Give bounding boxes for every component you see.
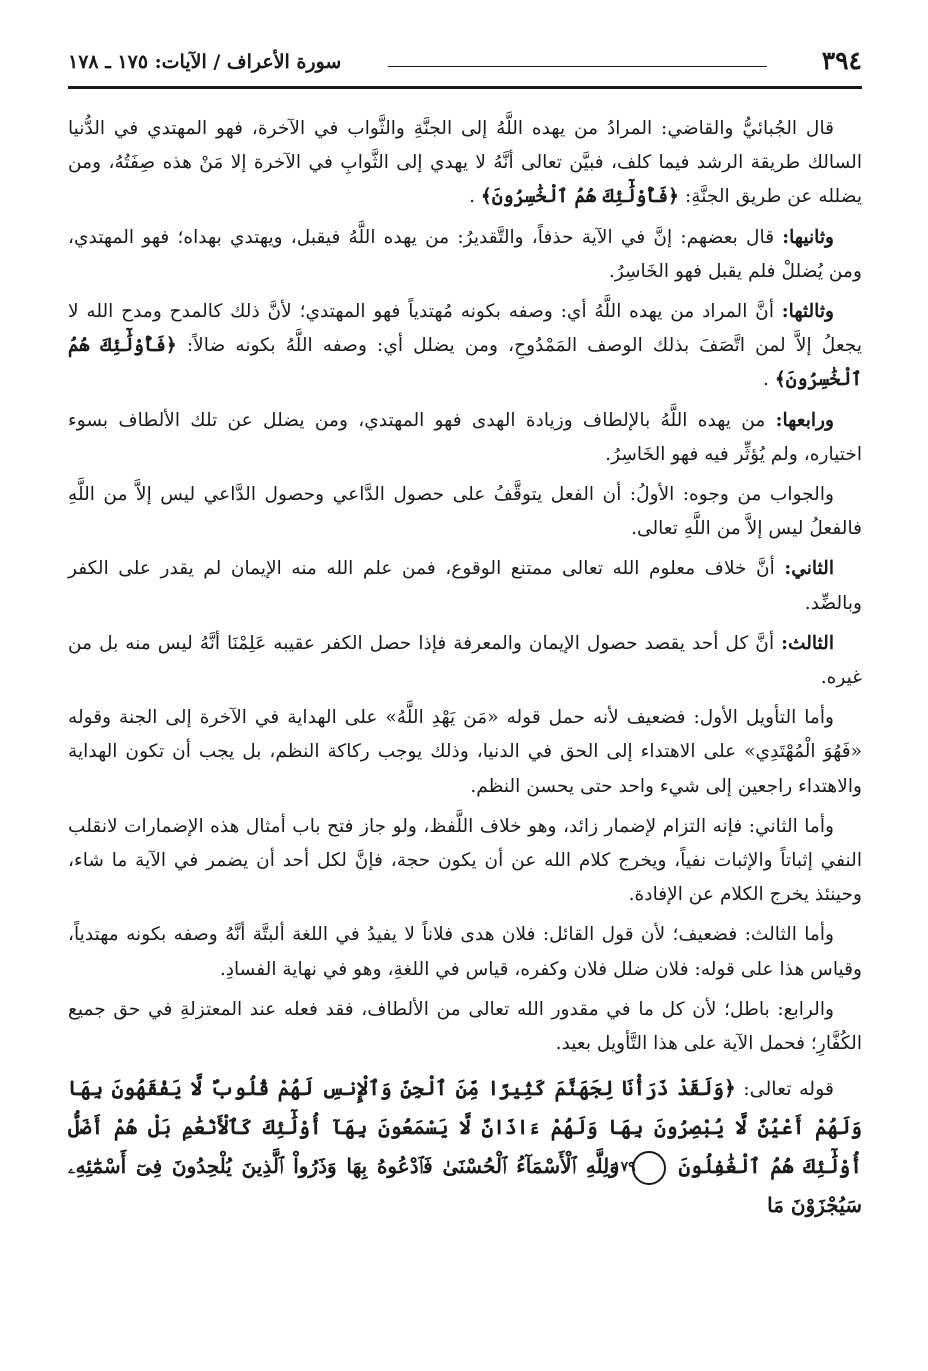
paragraph-text: وأما الثالث: فضعيف؛ لأن قول القائل: فلان هدى فلاناً لا يفيدُ في اللغة ألبتَّة أنَّهُ وصفه بكونه مهتدياً، وقياس هذا على قوله: فلان ضلل فلان وكفره، قياس في اللغةِ، وهو في نهاية الفسادِ. bbox=[68, 924, 862, 980]
quran-quote: ﴿فَأُوْلَٰٓئِكَ هُمُ ٱلْخَٰسِرُونَ﴾ bbox=[480, 186, 680, 208]
running-title: سورة الأعراف / الآيات: ١٧٥ ـ ١٧٨ bbox=[68, 51, 342, 73]
verse-block bbox=[68, 1069, 862, 1225]
paragraph-4 bbox=[68, 404, 862, 472]
page-number: ٣٩٤ bbox=[821, 46, 862, 75]
paragraph-lead: وثالثها: bbox=[781, 301, 834, 323]
quran-quote: ﴿فَأُوْلَٰٓئِكَ هُمُ ٱلْخَٰسِرُونَ﴾ bbox=[68, 335, 862, 391]
header-rule-thin bbox=[388, 66, 767, 67]
paragraph-tail: . bbox=[469, 186, 475, 208]
paragraph-9 bbox=[68, 810, 862, 913]
verse-text-part2: وَلِلَّهِ ٱلْأَسْمَآءُ ٱلْحُسْنَىٰ فَٱدْعُوهُ بِهَا وَذَرُواْ ٱلَّذِينَ يُلْحِدُونَ فِىٓ أَسْمَٰٓئِهِۦ سَيُجْزَوْنَ مَا bbox=[68, 1154, 862, 1218]
paragraph-lead: الثالث: bbox=[781, 632, 834, 654]
main-text bbox=[68, 112, 862, 1231]
paragraph-tail: . bbox=[762, 369, 769, 391]
paragraph-text: وأما التأويل الأول: فضعيف لأنه حمل قوله «مَن يَهْدِ اللَّهُ» على الهداية في الآخرة إلى الجنة وقوله «فَهُوَ الْمُهْتَدِي» على الاهتداء إلى الحق في الدنيا، وذلك يوجب ركاكة النظم، بل يجب أن تكون الهداية والاهتداء راجعين إلى شيء واحد حتى يحسن النظم. bbox=[68, 707, 862, 797]
paragraph-1 bbox=[68, 112, 862, 215]
page-header bbox=[68, 44, 862, 84]
paragraph-lead: الثاني: bbox=[784, 558, 834, 580]
paragraph-5 bbox=[68, 478, 862, 546]
paragraph-lead: وثانيها: bbox=[782, 226, 834, 248]
paragraph-8 bbox=[68, 701, 862, 804]
verse-intro: قوله تعالى: bbox=[743, 1078, 834, 1101]
header-rule bbox=[68, 86, 862, 89]
paragraph-3 bbox=[68, 295, 862, 398]
paragraph-text: قال بعضهم: إنَّ في الآية حذفاً، والتَّقديرُ: من يهده اللَّهُ فيقبل، ويهتدي بهداه؛ فهو المهتدي، ومن يُضللْ فلم يقبل فهو الخَاسِرُ. bbox=[68, 226, 862, 282]
verse-text-part1: ﴿وَلَقَدْ ذَرَأْنَا لِجَهَنَّمَ كَثِيرًا مِّنَ ٱلْجِنِّ وَٱلْإِنسِ لَهُمْ قُلُوبٌ لَّا يَفْقَهُونَ بِهَا وَلَهُمْ أَعْيُنٌ لَّا يُبْصِرُونَ بِهَا وَلَهُمْ ءَاذَانٌ لَّا يَسْمَعُونَ بِهَآ أُوْلَٰٓئِكَ كَٱلْأَنْعَٰمِ بَلْ هُمْ أَضَلُّ أُوْلَٰٓئِكَ هُمُ ٱلْغَٰفِلُونَ bbox=[68, 1076, 862, 1179]
paragraph-6 bbox=[68, 552, 862, 620]
paragraph-text: قال الجُبائيُّ والقاضي: المرادُ من يهده اللَّهُ إلى الجنَّةِ والثَّواب في الآخرة، فهو المهتدي في الدُّنيا السالك طريقة الرشد فيما كلف، فبيَّن تعالى أنَّهُ لا يهدي إلى الثَّوابِ في الآخرة إلا مَنْ هذه صِفَتُهُ، ومن يضلله عن طريق الجنَّةِ: bbox=[68, 118, 862, 208]
paragraph-11 bbox=[68, 993, 862, 1061]
paragraph-2 bbox=[68, 221, 862, 289]
paragraph-text: من يهده اللَّهُ بالإلطاف وزيادة الهدى فهو المهتدي، ومن يضلل عن تلك الألطاف بسوء اختياره، ولم يُؤثِّر فيه فهو الخَاسِرُ. bbox=[68, 409, 862, 465]
paragraph-lead: ورابعها: bbox=[775, 409, 834, 431]
paragraph-text: والجواب من وجوه: الأولُ: أن الفعل يتوقَّفُ على حصول الدَّاعي وحصول الدَّاعي ليس إلاَّ من اللَّهِ فالفعلُ ليس إلاَّ من اللَّهِ تعالى. bbox=[68, 484, 862, 540]
paragraph-text: أنَّ خلاف معلوم الله تعالى ممتنع الوقوع، فمن علم الله منه الإيمان لم يقدر على الكفر وبالضِّد. bbox=[68, 558, 862, 614]
paragraph-10 bbox=[68, 918, 862, 986]
paragraph-text: أنَّ كل أحد يقصد حصول الإيمان والمعرفة فإذا حصل الكفر عقيبه عَلِمْنَا أنَّهُ ليس منه بل من غيره. bbox=[68, 632, 862, 689]
ayah-number-marker: ١٧٩ bbox=[632, 1151, 666, 1185]
paragraph-7 bbox=[68, 627, 862, 695]
paragraph-text: وأما الثاني: فإنه التزام لإضمار زائد، وهو خلاف اللَّفظ، ولو جاز فتح باب أمثال هذه الإضمارات لانقلب النفي إثباتاً والإثبات نفياً، ويخرج كلام الله عن أن يكون حجة، فإنَّ لكل أحد أن يضمر في الآية ما شاء، وحينئذ يخرج الكلام عن الإفادة. bbox=[68, 815, 862, 906]
paragraph-text: أنَّ المراد من يهده اللَّهُ أي: وصفه بكونه مُهتدياً فهو المهتدي؛ لأنَّ ذلك كالمدح ومدح الله لا يجعلُ إلاَّ لمن اتَّصَفَ بذلك الوصف المَمْدُوحِ، ومن يضلل أي: وصفه اللَّهُ بكونه ضالاً: bbox=[68, 301, 862, 357]
paragraph-text: والرابع: باطل؛ لأن كل ما في مقدور الله تعالى من الألطاف، فقد فعله عند المعتزلةِ في حق جميع الكُفَّارِ؛ فحمل الآية على هذا التَّأويل بعيد. bbox=[68, 998, 862, 1055]
